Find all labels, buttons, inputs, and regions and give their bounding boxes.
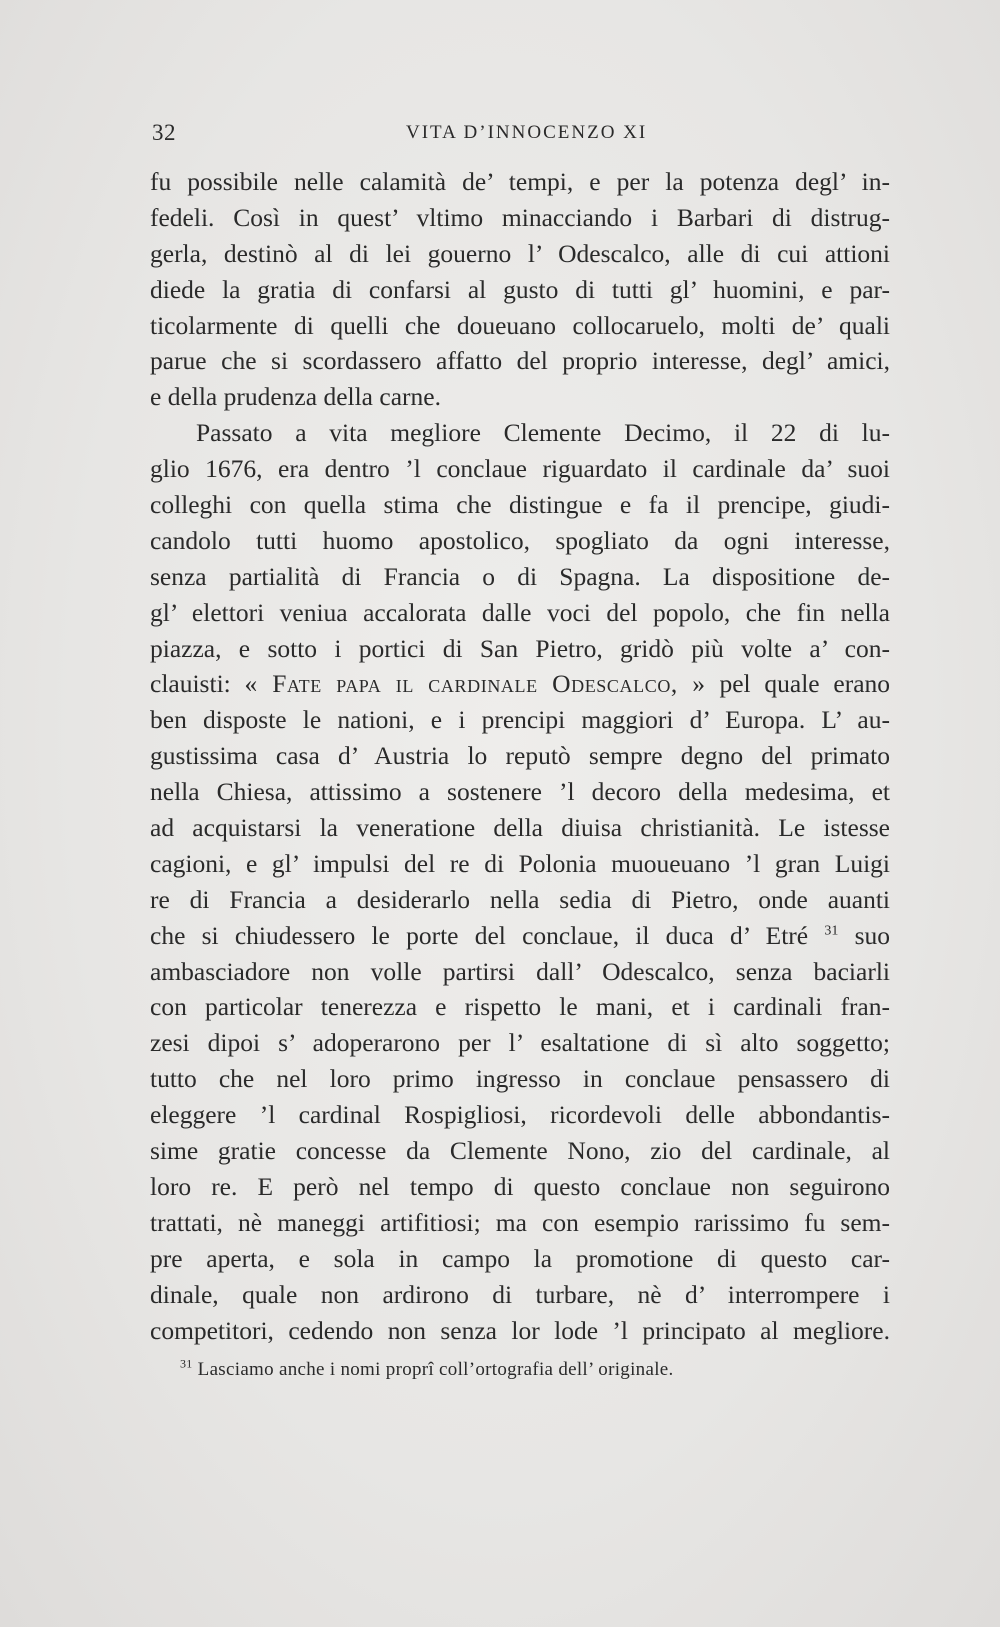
text-segment: clauisti:: [150, 669, 231, 699]
text-line: gl’ elettori veniua accalorata dalle voci del popolo, che fin nella: [150, 597, 890, 627]
text-line: fu possibile nelle calamità de’ tempi, e per la potenza degl’ in-: [150, 167, 890, 196]
text-line: loro re. E però nel tempo di questo conclaue non seguirono: [150, 1171, 890, 1201]
text-line: e della prudenza della carne.: [150, 382, 441, 412]
paragraph-first-line: Passato a vita megliore Clemente Decimo, il 22 di lu-: [196, 418, 890, 448]
page-number: 32: [152, 120, 176, 145]
text-line: ad acquistarsi la veneratione della diuisa christianità. Le istesse: [150, 813, 890, 843]
text-line: ambasciadore non volle partirsi dall’ Odescalco, senza baciarli: [150, 956, 890, 986]
text-line: glio 1676, era dentro ’l conclaue riguardato il cardinale da’ suoi: [150, 454, 890, 484]
text-segment: che si chiudessero le porte del conclaue, il duca d’ Etré: [150, 920, 809, 950]
text-line: tutto che nel loro primo ingresso in conclaue pensassero di: [150, 1064, 890, 1094]
text-line: sime gratie concesse da Clemente Nono, zio del cardinale, al: [150, 1136, 890, 1166]
footnote-text: Lasciamo anche i nomi proprî coll’ortografia dell’ originale.: [197, 1359, 674, 1380]
text-line: parue che si scordassero affatto del proprio interesse, degl’ amici,: [150, 346, 890, 376]
main-text: [150, 164, 890, 1348]
text-line: piazza, e sotto i portici di San Pietro, gridò più volte a’ con-: [150, 633, 890, 663]
text-line: senza partialità di Francia o di Spagna. La dispositione de-: [150, 561, 890, 591]
text-line-acclamation: [150, 666, 890, 702]
text-line: eleggere ’l cardinal Rospigliosi, ricordevoli delle abbondantis-: [150, 1100, 890, 1130]
running-title: VITA D’INNOCENZO XI: [406, 122, 648, 143]
text-line: competitori, cedendo non senza lor lode ’l principato al megliore.: [150, 1315, 890, 1345]
running-head: [152, 120, 892, 160]
text-line-with-footnote: [150, 918, 890, 954]
text-line: pre aperta, e sola in campo la promotione di questo car-: [150, 1243, 890, 1273]
text-line: zesi dipoi s’ adoperarono per l’ esaltatione di sì alto soggetto;: [150, 1028, 890, 1058]
text-line: gerla, destinò al di lei gouerno l’ Odescalco, alle di cui attioni: [150, 238, 890, 268]
text-line: re di Francia a desiderarlo nella sedia di Pietro, onde auanti: [150, 884, 890, 914]
footnote-reference[interactable]: 31: [824, 923, 839, 939]
acclamation-text: « Fate papa il cardinale Odescalco, »: [244, 669, 706, 699]
text-line: colleghi con quella stima che distingue e fa il prencipe, giudi-: [150, 490, 890, 520]
text-line: nella Chiesa, attissimo a sostenere ’l decoro della medesima, et: [150, 777, 890, 807]
text-segment: pel quale erano: [719, 669, 891, 699]
text-line: ticolarmente di quelli che doueuano collocaruelo, molti de’ quali: [150, 310, 890, 340]
text-line: candolo tutti huomo apostolico, spogliato da ogni interesse,: [150, 525, 890, 555]
text-line: dinale, quale non ardirono di turbare, nè d’ interrompere i: [150, 1279, 890, 1309]
text-line: con particolar tenerezza e rispetto le mani, et i cardinali fran-: [150, 992, 890, 1022]
text-line: cagioni, e gl’ impulsi del re di Polonia muoueuano ’l gran Luigi: [150, 848, 890, 878]
text-line: gustissima casa d’ Austria lo reputò sempre degno del primato: [150, 741, 890, 771]
text-line: ben disposte le nationi, e i prencipi maggiori d’ Europa. L’ au-: [150, 705, 890, 735]
text-segment: suo: [854, 920, 891, 950]
text-line: diede la gratia di confarsi al gusto di tutti gl’ huomini, e par-: [150, 274, 890, 304]
text-line: fedeli. Così in quest’ vltimo minacciando i Barbari di distrug-: [150, 202, 890, 232]
footnote-number: 31: [180, 1356, 193, 1371]
footnote: [180, 1358, 820, 1382]
text-line: trattati, nè maneggi artifitiosi; ma con esempio rarissimo fu sem-: [150, 1207, 890, 1237]
